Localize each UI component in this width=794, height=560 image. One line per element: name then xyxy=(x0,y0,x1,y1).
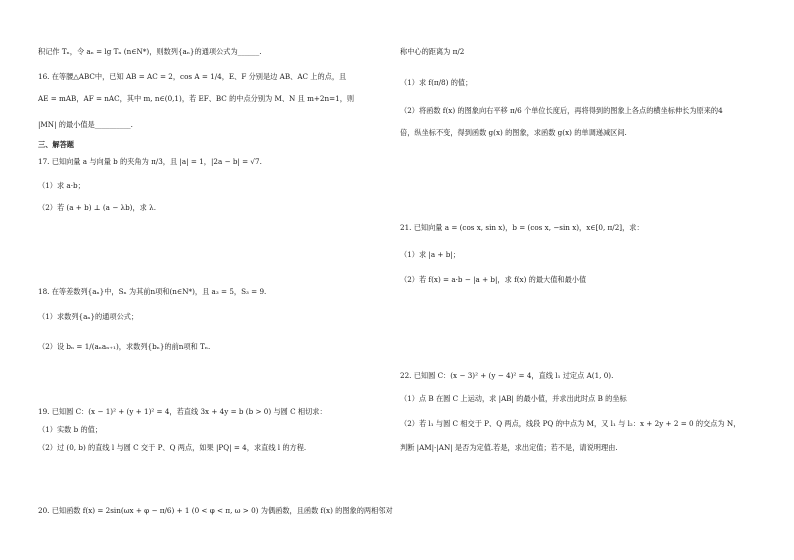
q21-part-1: （1）求 |a + b|； xyxy=(400,250,460,259)
q18-stem: 18. 在等差数列{aₙ}中，Sₙ 为其前n项和(n∈N*)，且 a₃ = 5，S₃ = 9. xyxy=(38,287,267,296)
q22-part-2-line-1: （2）若 l₁ 与圆 C 相交于 P、Q 两点，线段 PQ 的中点为 M，又 l₁ 与 l₂：x + 2y + 2 = 0 的交点为 N， xyxy=(400,419,741,428)
q22-stem: 22. 已知圆 C：(x − 3)² + (y − 4)² = 4，直线 l₁ 过定点 A(1, 0). xyxy=(400,371,614,380)
q16-line-2: AE = mAB，AF = nAC，其中 m, n∈(0,1)，若 EF、BC 的中点分别为 M、N 且 m+2n=1，则 xyxy=(38,94,355,103)
q17-part-2: （2）若 (a + b) ⊥ (a − λb)，求 λ. xyxy=(38,203,156,212)
q16-line-3: |MN| 的最小值是__________. xyxy=(38,120,133,129)
q20-part-2-line-2: 倍，纵坐标不变，得到函数 g(x) 的图象，求函数 g(x) 的单调递减区间. xyxy=(400,128,627,137)
q21-stem: 21. 已知向量 a = (cos x, sin x)，b = (cos x, −sin x)，x∈[0, π/2]，求： xyxy=(400,223,644,232)
q20-continuation: 称中心的距离为 π/2 xyxy=(400,47,465,56)
q22-part-2-line-2: 判断 |AM|·|AN| 是否为定值.若是，求出定值；若不是，请说明理由. xyxy=(400,443,618,452)
q16-line-1: 16. 在等腰△ABC中，已知 AB = AC = 2，cos A = 1/4，E、F 分别是边 AB、AC 上的点，且 xyxy=(38,72,347,81)
q15-continuation: 积记作 Tₙ，令 aₙ = lg Tₙ (n∈N*)，则数列{aₙ}的通项公式为______. xyxy=(38,47,262,56)
q19-part-2: （2）过 (0, b) 的直线 l 与圆 C 交于 P、Q 两点，如果 |PQ| = 4，求直线 l 的方程. xyxy=(38,443,307,452)
q19-part-1: （1）实数 b 的值； xyxy=(38,425,103,434)
q18-part-1: （1）求数列{aₙ}的通项公式； xyxy=(38,312,139,321)
q21-part-2: （2）若 f(x) = a·b − |a + b|，求 f(x) 的最大值和最小值 xyxy=(400,275,587,284)
q17-part-1: （1）求 a·b； xyxy=(38,181,85,190)
q20-part-2-line-1: （2）将函数 f(x) 的图象向右平移 π/6 个单位长度后，再将得到的图象上各点的横坐标伸长为原来的4 xyxy=(400,106,723,115)
q17-stem: 17. 已知向量 a 与向量 b 的夹角为 π/3，且 |a| = 1，|2a − b| = √7. xyxy=(38,157,262,166)
q20-stem: 20. 已知函数 f(x) = 2sin(ωx + φ − π/6) + 1 (0 < φ < π, ω > 0) 为偶函数，且函数 f(x) 的图象的两相邻对 xyxy=(38,506,393,515)
section-heading-solutions: 三、解答题 xyxy=(38,140,74,149)
q18-part-2: （2）设 bₙ = 1/(aₙaₙ₊₁)，求数列{bₙ}的前n项和 Tₙ. xyxy=(38,342,211,351)
q22-part-1: （1）点 B 在圆 C 上运动，求 |AB| 的最小值，并求出此时点 B 的坐标 xyxy=(400,394,627,403)
q19-stem: 19. 已知圆 C：(x − 1)² + (y + 1)² = 4，若直线 3x + 4y = b (b > 0) 与圆 C 相切求： xyxy=(38,407,327,416)
q20-part-1: （1）求 f(π/8) 的值； xyxy=(400,78,473,87)
